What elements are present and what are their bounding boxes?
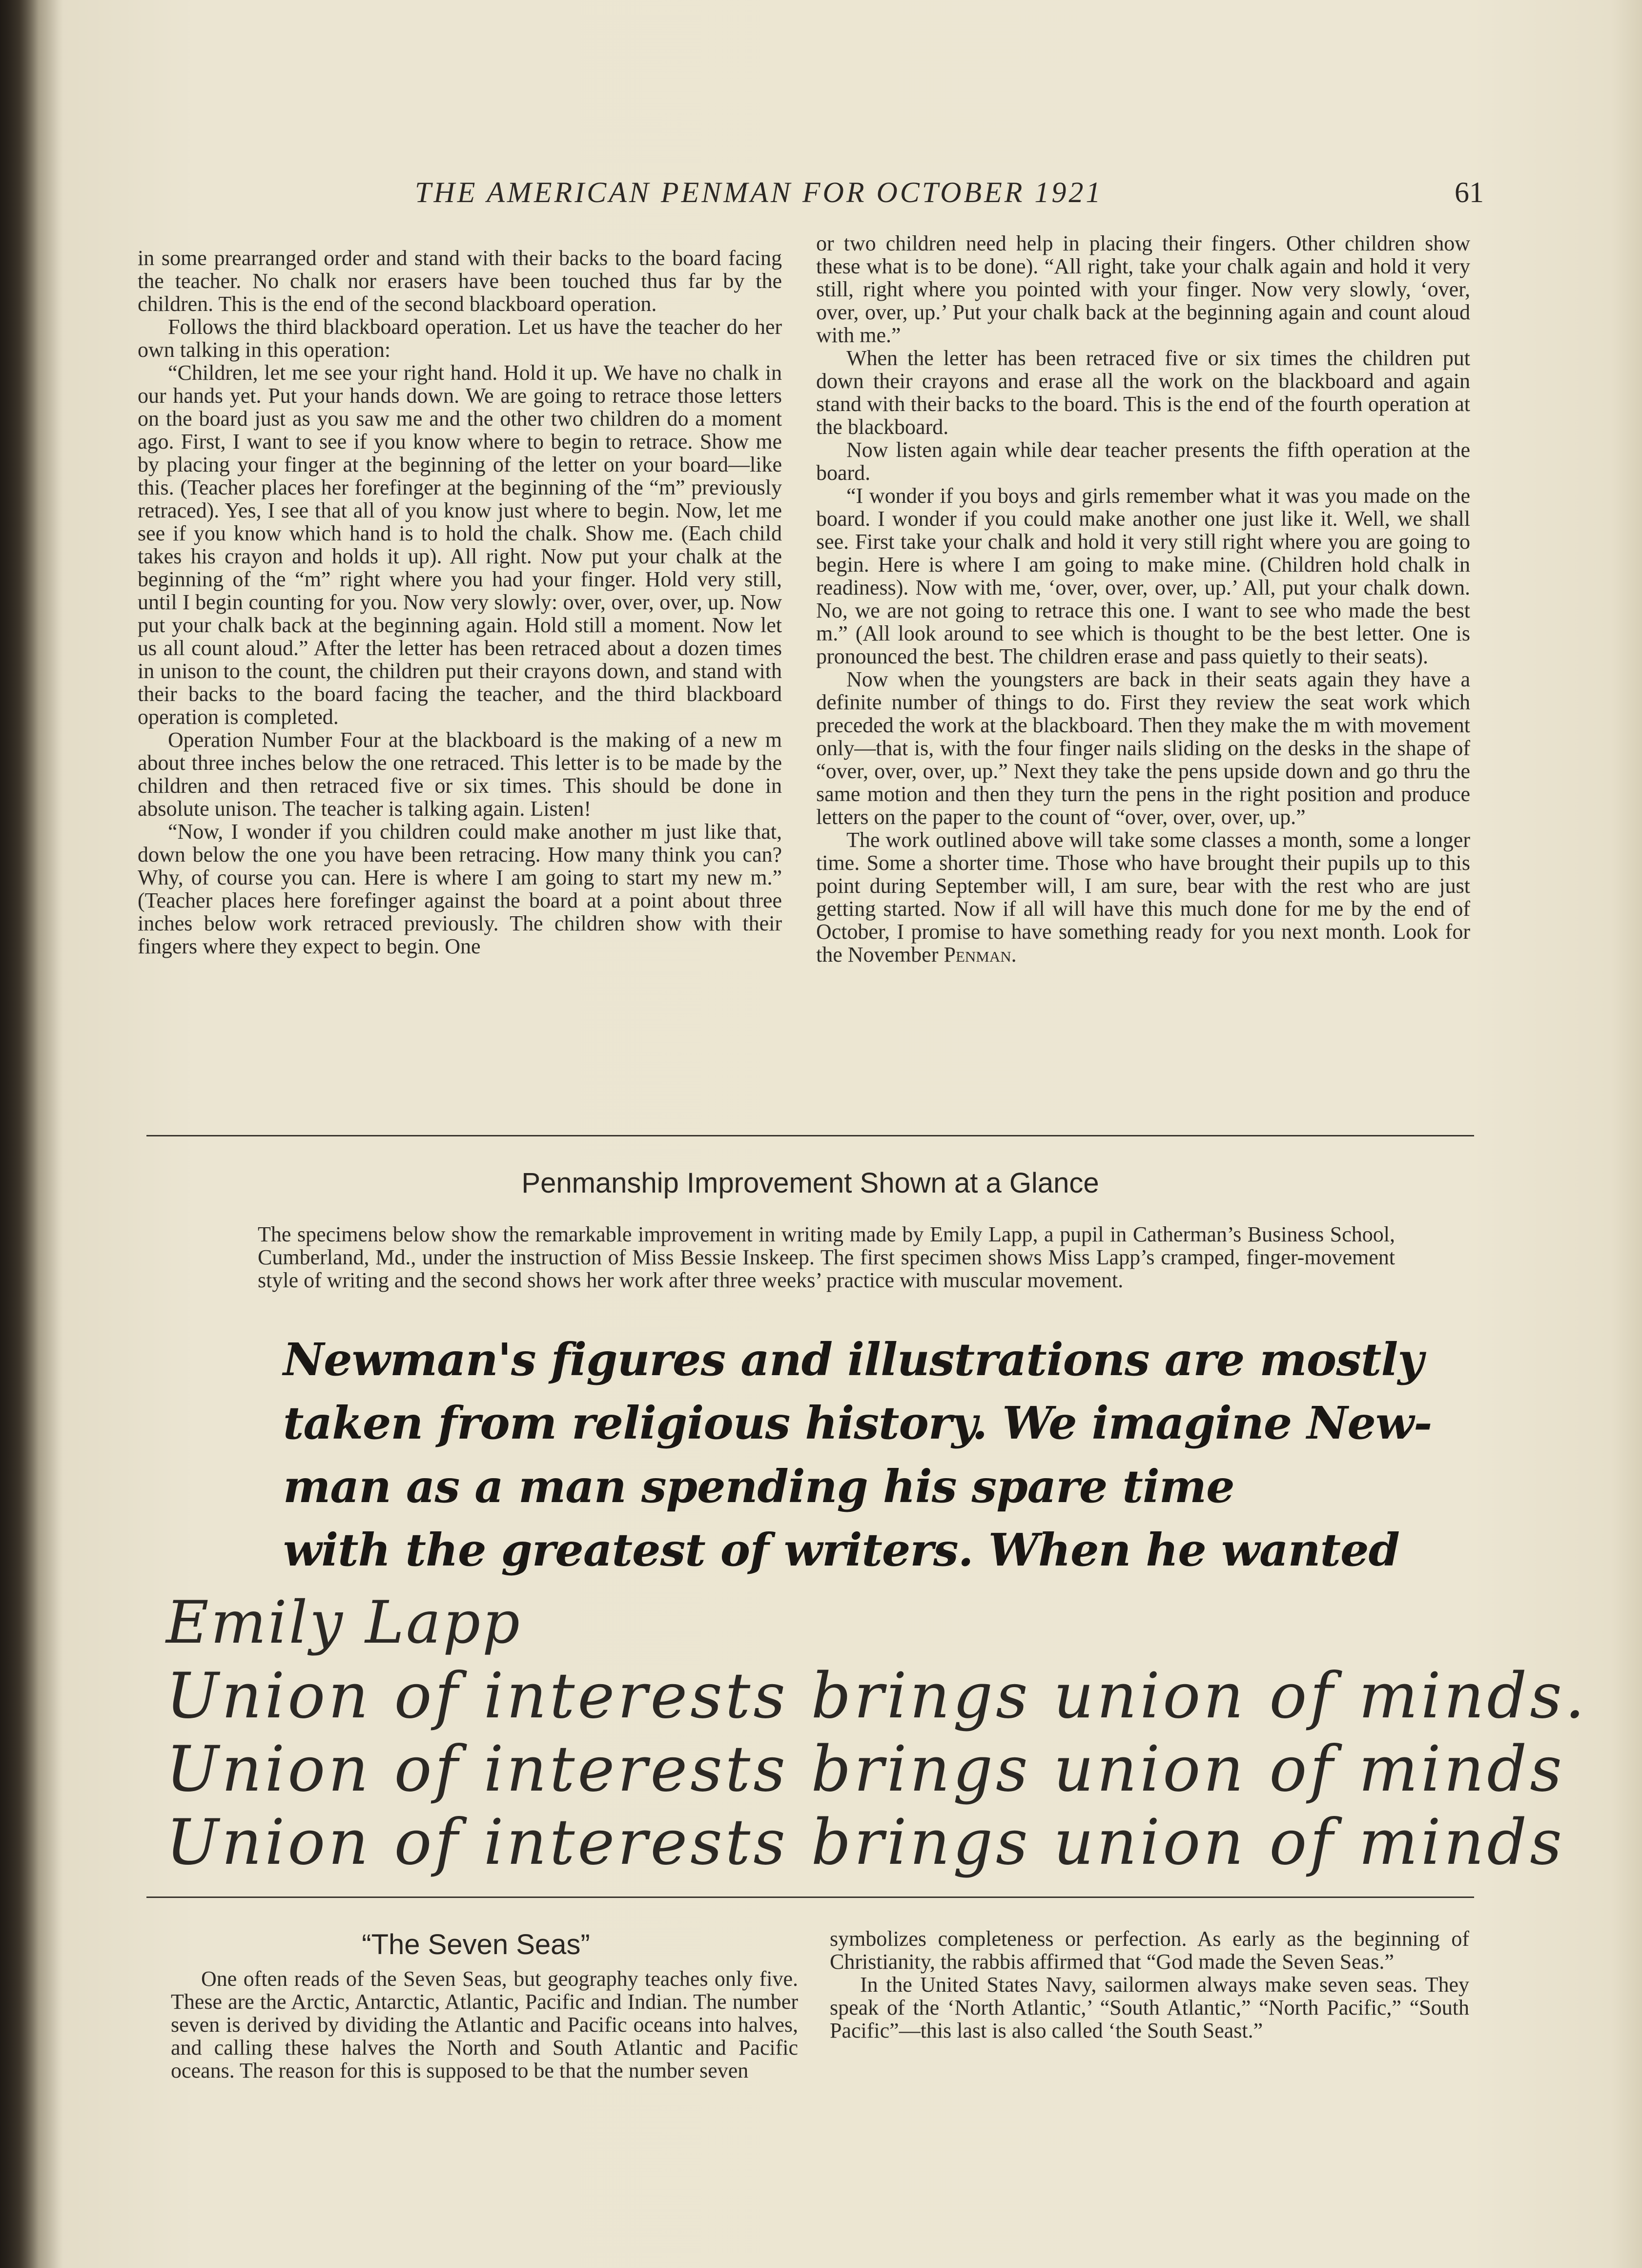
handwriting-line: Union of interests brings union of minds [166,1733,1565,1806]
handwriting-line: Newman's figures and illustrations are mostly [283,1333,1423,1386]
paragraph-text: The work outlined above will take some classes a month, some a longer time. Some a shorter time. Those who have brought their pupils up to this point during September will, I am sure, bear with the rest who are just getting started. Now if all will have this much done for me by the end of October, I promise to have something ready for you next month. Look for the November [816,828,1470,967]
caption-text: The specimens below show the remarkable improvement in writing made by Emily Lapp, a pupil in Catherman’s Business School, Cumberland, Md., under the instruction of Miss Bessie Inskeep. The first specimen shows Miss Lapp’s cramped, finger-movement style of writing and the second shows her work after three weeks’ practice with muscular movement. [258,1222,1395,1292]
paragraph: symbolizes completeness or perfection. As early as the beginning of Christianity, the rabbis affirmed that “God made the Seven Seas.” [830,1927,1469,1974]
closing-word: Penman. [944,943,1017,967]
handwriting-line: Union of interests brings union of minds. [166,1660,1588,1732]
handwriting-line: man as a man spending his spare time [283,1460,1234,1513]
signature: Emily Lapp [166,1589,522,1657]
seven-seas-title: “The Seven Seas” [362,1929,590,1960]
paragraph: “Now, I wonder if you children could make another m just like that, down below the one you have been retracing. How many think you can? Why, of course you can. Here is where I am going to start my new m.” (Teacher places here forefinger against the board at a point about three inches below work retraced previously. The children show with their fingers where they expect to begin. One [138,820,782,958]
paragraph: Now listen again while dear teacher presents the fifth operation at the board. [816,438,1470,485]
feature-title: Penmanship Improvement Shown at a Glance [521,1167,1099,1199]
running-header [137,176,1484,220]
running-title: THE AMERICAN PENMAN FOR OCTOBER 1921 [415,176,1103,208]
paragraph: “I wonder if you boys and girls remember what it was you made on the board. I wonder if you could make another one just like it. Well, we shall see. First take your chalk and hold it very still right where you are going to begin. Here is where I am going to make mine. (Children hold chalk in readiness). Now with me, ‘over, over, over, up.’ All, put your chalk down. No, we are not going to retrace this one. I want to see who made the best m.” (All look around to see which is thought to be the best letter. One is pronounced the best. The children erase and pass quietly to their seats). [816,484,1470,668]
paragraph: In the United States Navy, sailormen always make seven seas. They speak of the ‘North Atlantic,’ “South Atlantic,” “North Pacific,” “South Pacific”—this last is also called ‘the South Seast.” [830,1973,1469,2042]
paragraph: “Children, let me see your right hand. Hold it up. We have no chalk in our hands yet. Put your hands down. We are going to retrace those letters on the board just as you saw me and the other two children do a moment ago. First, I want to see if you know where to begin to retrace. Show me by placing your finger at the beginning of the letter on your board—like this. (Teacher places her forefinger at the beginning of the “m” previously retraced). Yes, I see that all of you know just where to begin. Now, let me see if you know which hand is to hold the chalk. Show me. (Each child takes his crayon and holds it up). All right. Now put your chalk at the beginning of the “m” right where you had your finger. Hold very still, until I begin counting for you. Now very slowly: over, over, over, up. Now put your chalk back at the beginning again. Hold still a moment. Now let us all count aloud.” After the letter has been retraced about a dozen times in unison to the count, the children put their crayons down, and stand with their backs to the board facing the teacher, and the third blackboard operation is completed. [138,361,782,729]
binding-gutter [0,0,63,2268]
section-divider [146,1897,1474,1898]
specimen-after [166,1587,1588,1879]
paragraph: One often reads of the Seven Seas, but geography teaches only five. These are the Arctic, Antarctic, Atlantic, Pacific and Indian. The number seven is derived by dividing the Atlantic and Pacific oceans into halves, and calling these halves the North and South Atlantic and Pacific oceans. The reason for this is supposed to be that the number seven [171,1967,798,2082]
handwriting-line: Union of interests brings union of minds [166,1806,1565,1879]
section-divider [146,1135,1474,1136]
paragraph: Follows the third blackboard operation. Let us have the teacher do her own talking in this operation: [138,315,782,362]
paragraph: or two children need help in placing their fingers. Other children show these what is to be done). “All right, take your chalk again and hold it very still, right where you pointed with your finger. Now very slowly, ‘over, over, over, up.’ Put your chalk back at the beginning again and count aloud with me.” [816,232,1470,347]
article-column-left [138,247,782,1111]
paragraph: When the letter has been retraced five or six times the children put down their crayons and erase all the work on the blackboard and again stand with their backs to the board. This is the end of the fourth operation at the blackboard. [816,346,1470,439]
paragraph: in some prearranged order and stand with their backs to the board facing the teacher. No chalk nor erasers have been touched thus far by the children. This is the end of the second blackboard operation. [138,247,782,316]
handwriting-line: with the greatest of writers. When he wanted [283,1524,1399,1576]
specimen-before [283,1328,1432,1582]
seven-seas-column-right [830,1927,1469,2201]
feature-caption [258,1223,1395,1292]
seven-seas-column-left [171,1967,798,2221]
paragraph: Now when the youngsters are back in their seats again they have a definite number of things to do. First they review the seat work which preceded the work at the blackboard. Then they make the m with movement only—that is, with the four finger nails sliding on the desks in the shape of “over, over, over, up.” Next they take the pens upside down and go thru the same motion and then they turn the pens in the right position and produce letters on the paper to the count of “over, over, over, up.” [816,667,1470,829]
paragraph: Operation Number Four at the blackboard is the making of a new m about three inches below the one retraced. This letter is to be made by the children and then retraced five or six times. This should be done in absolute unison. The teacher is talking again. Listen! [138,728,782,821]
page-number: 61 [1455,176,1484,208]
paragraph-closing [816,828,1470,966]
article-column-right [816,232,1470,1111]
handwriting-line: taken from religious history. We imagine New- [283,1397,1432,1449]
